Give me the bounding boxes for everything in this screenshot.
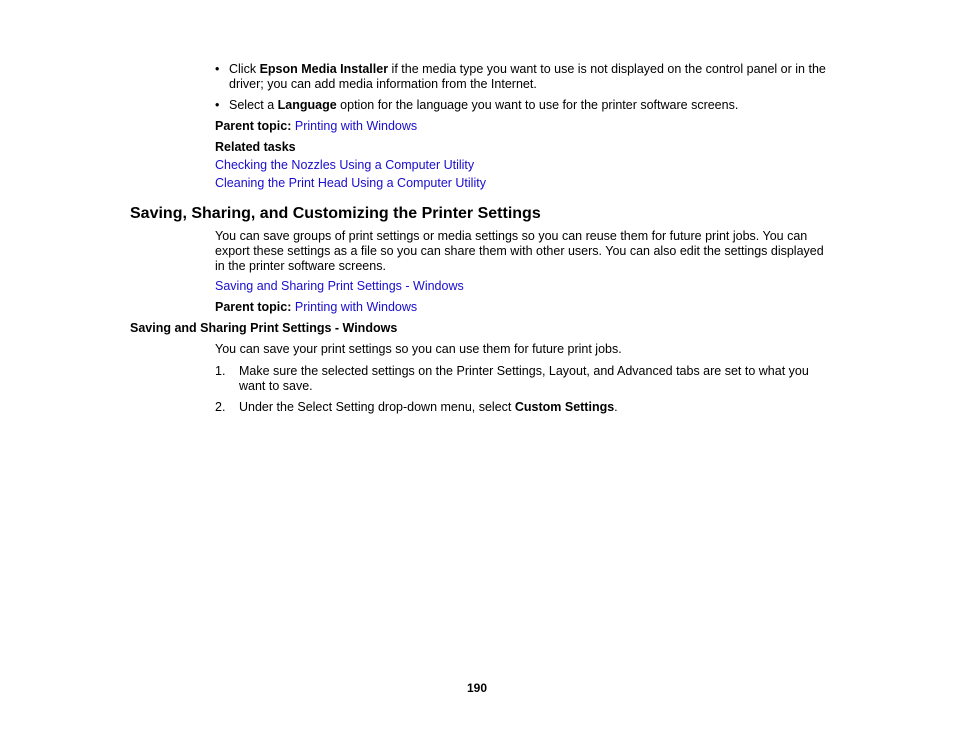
parent-topic (215, 300, 417, 315)
parent-topic-link[interactable]: Printing with Windows (294, 300, 418, 314)
bullet-text: Select a Language option for the language you want to use for the printer software screens. (229, 98, 739, 112)
list-item (215, 364, 827, 394)
list-item (215, 62, 830, 92)
related-tasks-heading: Related tasks (215, 140, 296, 154)
related-task-link[interactable]: Cleaning the Print Head Using a Computer Utility (215, 176, 486, 190)
parent-topic (215, 119, 417, 134)
section-paragraph: You can save groups of print settings or media settings so you can reuse them for future print jobs. You can export these settings as a file so you can share them with other users. You can also edit the settings displayed in the printer software screens. (215, 229, 824, 273)
section-link-row (215, 279, 464, 294)
step-text: Under the Select Setting drop-down menu, select Custom Settings. (239, 400, 618, 414)
page-number: 190 (466, 681, 488, 695)
related-tasks (215, 140, 486, 191)
parent-topic-link[interactable]: Printing with Windows (294, 119, 418, 133)
bullet-marker: • (215, 62, 220, 76)
list-item (215, 98, 830, 113)
bullet-marker: • (215, 98, 220, 112)
related-task-link[interactable]: Checking the Nozzles Using a Computer Utility (215, 158, 475, 172)
steps-list (215, 364, 827, 415)
bullet-list (215, 62, 830, 119)
section-heading: Saving, Sharing, and Customizing the Printer Settings (130, 205, 541, 222)
parent-topic-label: Parent topic: (215, 119, 292, 133)
subsection-heading: Saving and Sharing Print Settings - Windows (130, 321, 398, 335)
saving-sharing-link[interactable]: Saving and Sharing Print Settings - Windows (215, 279, 464, 293)
step-text: Make sure the selected settings on the Printer Settings, Layout, and Advanced tabs are set to what you want to save. (239, 364, 809, 393)
step-number: 2. (215, 400, 226, 414)
parent-topic-label: Parent topic: (215, 300, 292, 314)
subsection-intro: You can save your print settings so you can use them for future print jobs. (215, 342, 622, 356)
list-item (215, 400, 827, 415)
step-number: 1. (215, 364, 226, 378)
bullet-text: Click Epson Media Installer if the media type you want to use is not displayed on the control panel or in the driver; you can add media information from the Internet. (229, 62, 826, 91)
